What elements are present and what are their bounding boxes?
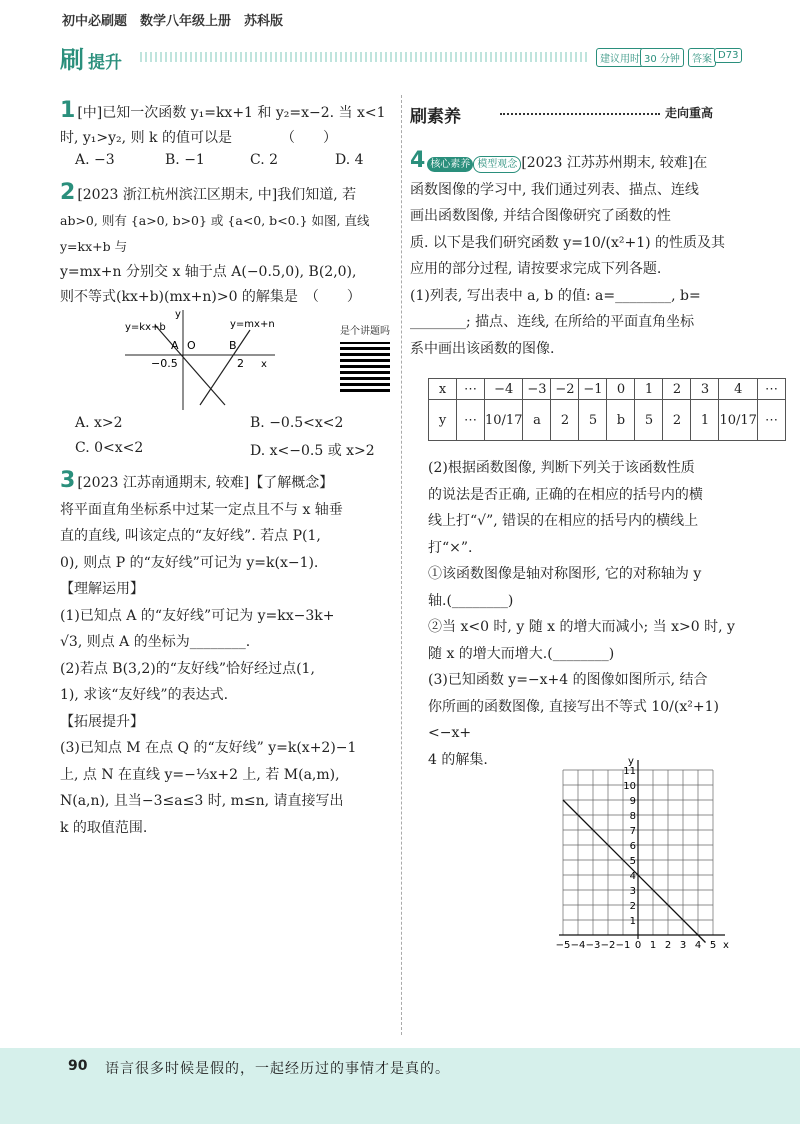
q1-option-d: D. 4 (335, 152, 364, 168)
q1-line1: [中]已知一次函数 y₁=kx+1 和 y₂=x−2. 当 x<1 (77, 105, 386, 121)
x-tick-label: −1 (615, 940, 631, 951)
y-tick-label: 10 (623, 781, 636, 792)
x-tick-label: 1 (649, 940, 657, 951)
q2-option-a: A. x>2 (75, 415, 123, 431)
x-tick-label: −2 (600, 940, 616, 951)
q2-graph (115, 305, 285, 415)
q1-option-b: B. −1 (165, 152, 205, 168)
y-axis-label: y (628, 756, 634, 767)
label-neg: −0.5 (151, 357, 178, 370)
label-two: 2 (237, 357, 244, 370)
x-tick-label: 0 (634, 940, 642, 951)
q2-line4: 则不等式(kx+b)(mx+n)>0 的解集是 （ ） (60, 289, 361, 305)
tag-core: 核心素养 (427, 157, 473, 172)
q2-line2: ab>0, 则有 {a>0, b>0} 或 {a<0, b<0.} 如图, 直线 y=kx+b 与 (60, 213, 370, 254)
y-tick-label: 7 (629, 826, 636, 837)
q2-line1: [2023 浙江杭州滨江区期末, 中]我们知道, 若 (77, 187, 357, 203)
q2-option-c: C. 0<x<2 (75, 440, 144, 456)
x-tick-label: −3 (585, 940, 601, 951)
q1-option-a: A. −3 (75, 152, 115, 168)
y-tick-label: 3 (629, 886, 636, 897)
y-tick-label: 2 (629, 901, 636, 912)
q2-option-b: B. −0.5<x<2 (250, 415, 344, 431)
y-tick-label: 6 (629, 841, 636, 852)
y-tick-label: 5 (629, 856, 636, 867)
section-right-label: 走向重高 (665, 106, 714, 120)
section-dots (500, 113, 660, 115)
q1-line2: 时, y₁>y₂, 则 k 的值可以是 （ ） (60, 130, 337, 146)
section-heading: 刷 提升 (60, 46, 122, 74)
answer-label: 答案 (688, 48, 716, 67)
footer-quote: 语言很多时候是假的，一起经历过的事情才是真的。 (105, 1061, 450, 1077)
y-tick-label: 8 (629, 811, 636, 822)
time-value: 30 分钟 (640, 48, 684, 67)
section-title: 刷素养 (410, 107, 461, 127)
label-o: O (187, 339, 196, 352)
question-4-part2: (2)根据函数图像, 判断下列关于该函数性质 的说法是否正确, 正确的在相应的括号内的横 线上打“√”, 错误的在相应的括号内的横线上 打“×”. ①该函数图像是轴对称图形, 它的对称轴为 y 轴.(________) ②当 x<0 时, y 随 x 的增大而减小; 当 x>0 时, y 随 x 的增大而增大.(________) (3)已知函数 y=−x+4 的图像如图所示, 结合 你所画的函数图像, 直接写出不等式 10/(x²+1)<−x+ 4 的解集. (428, 460, 735, 768)
column-divider (401, 95, 402, 1035)
qr-label: 是个讲题吗 (340, 326, 390, 337)
x-tick-label: 2 (664, 940, 672, 951)
q2-line3: y=mx+n 分别交 x 轴于点 A(−0.5,0), B(2,0), (60, 264, 357, 280)
x-tick-label: −5 (555, 940, 571, 951)
label-y: y (175, 309, 181, 320)
tag-model: 模型观念 (473, 156, 521, 173)
x-tick-label: 3 (679, 940, 687, 951)
question-1: 1 [中]已知一次函数 y₁=kx+1 和 y₂=x−2. 当 x<1 时, y₁>y₂, 则 k 的值可以是 （ ） (60, 98, 386, 146)
question-4: 4 核心素养 模型观念 [2023 江苏苏州期末, 较难]在 函数图像的学习中, 我们通过列表、描点、连线 画出函数图像, 并结合图像研究了函数的性 质. 以下是我们研究函数 y=10/(x²+1) 的性质及其 应用的部分过程, 请按要求完成下列各题. (1)列表, 写出表中 a, b 的值: a=________, b= ________; 描点、连线, 在所给的平面直角坐标 系中画出该函数的图像. (410, 148, 726, 357)
book-title: 初中必刷题 数学八年级上册 苏科版 (62, 14, 284, 29)
coordinate-grid (555, 756, 750, 955)
y-tick-label: 9 (629, 796, 636, 807)
q1-option-c: C. 2 (250, 152, 279, 168)
question-2: 2 [2023 浙江杭州滨江区期末, 中]我们知道, 若 ab>0, 则有 {a>0, b>0} 或 {a<0, b<0.} 如图, 直线 y=kx+b 与 y=mx+n 分别交 x 轴于点 A(−0.5,0), B(2,0), 则不等式(kx+b)(mx+n)>0 的解集是 （ ） (60, 180, 370, 305)
page-number: 90 (68, 1058, 88, 1074)
y-tick-label: 11 (623, 766, 636, 777)
label-b: B (229, 339, 237, 352)
answer-page: D73 (714, 48, 742, 63)
x-tick-label: 4 (694, 940, 702, 951)
y-tick-label: 4 (629, 871, 636, 882)
label-a: A (171, 339, 179, 352)
time-label: 建议用时 (596, 48, 644, 67)
label-l1: y=kx+b (125, 322, 166, 333)
q2-option-d: D. x<−0.5 或 x>2 (250, 443, 375, 459)
x-tick-label: −4 (570, 940, 586, 951)
y-tick-label: 1 (629, 916, 636, 927)
qr-code[interactable] (340, 342, 390, 392)
x-axis-label: x (723, 940, 729, 951)
label-x: x (261, 359, 267, 370)
x-tick-label: 5 (709, 940, 717, 951)
header-bar-decoration (140, 52, 590, 62)
value-table: x ⋯ −4 −3 −2 −1 0 1 2 3 4 ⋯ y ⋯ 10/17 a 2 5 b 5 2 1 10/17 ⋯ (428, 378, 786, 441)
label-l2: y=mx+n (230, 319, 275, 330)
question-3: 3 [2023 江苏南通期末, 较难]【了解概念】 将平面直角坐标系中过某一定点且不与 x 轴垂 直的直线, 叫该定点的“友好线”. 若点 P(1, 0), 则点 P 的“友好线”可记为 y=k(x−1). 【理解运用】 (1)已知点 A 的“友好线”可记为 y=kx−3k+ √3, 则点 A 的坐标为________. (2)若点 B(3,2)的“友好线”恰好经过点(1, 1), 求该“友好线”的表达式. 【拓展提升】 (3)已知点 M 在点 Q 的“友好线” y=k(x+2)−1 上, 点 N 在直线 y=−⅓x+2 上, 若 M(a,m), N(a,n), 且当−3≤a≤3 时, m≤n, 请直接写出 k 的取值范围. (60, 468, 357, 836)
